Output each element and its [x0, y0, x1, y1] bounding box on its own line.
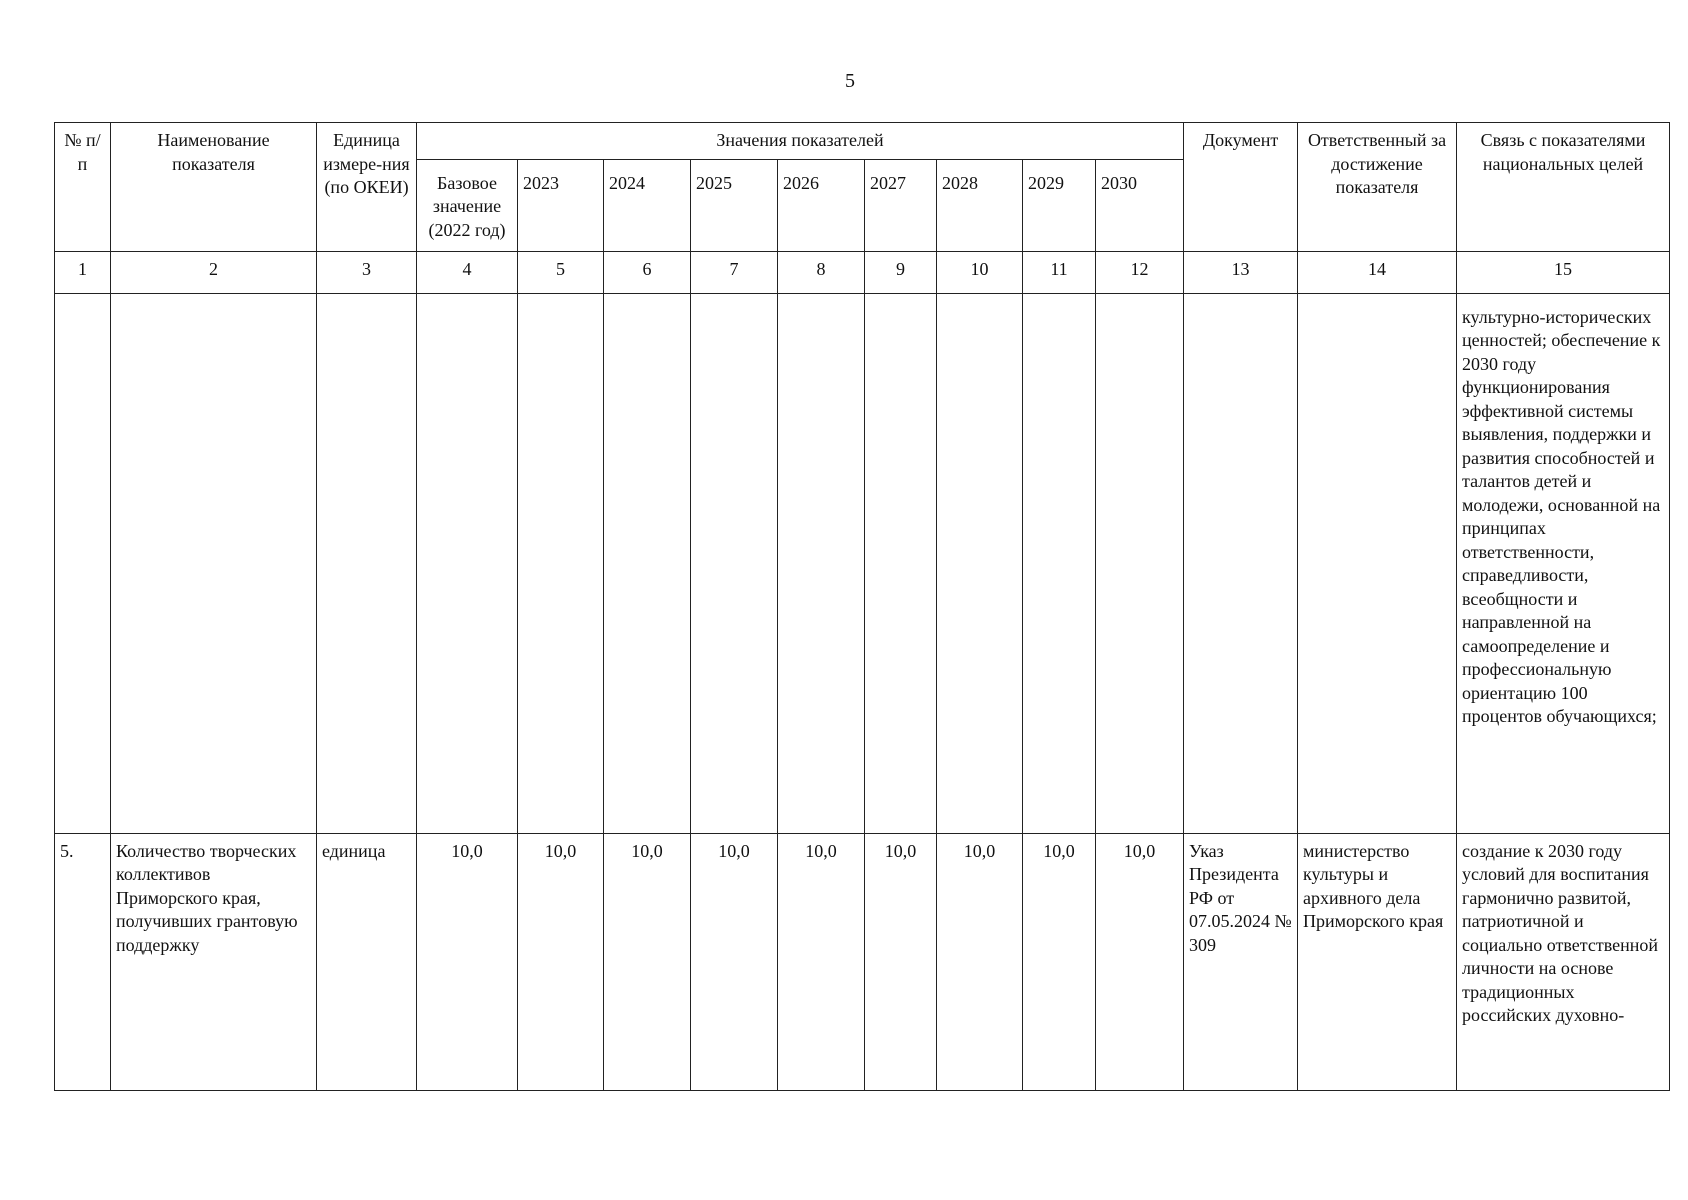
continuation-row — [55, 293, 1670, 833]
column-numbers-row — [55, 251, 1670, 293]
column-number: 8 — [778, 251, 865, 293]
indicator-unit: единица — [317, 833, 417, 1090]
column-number: 3 — [317, 251, 417, 293]
table-cell — [417, 293, 518, 833]
table-cell — [1184, 293, 1298, 833]
table-cell — [604, 293, 691, 833]
header-base: Базовое значение (2022 год) — [417, 159, 518, 251]
table-cell — [1023, 293, 1096, 833]
value-base: 10,0 — [417, 833, 518, 1090]
header-year: 2024 — [604, 159, 691, 251]
column-number: 7 — [691, 251, 778, 293]
value-2027: 10,0 — [865, 833, 937, 1090]
indicator-name: Количество творческих коллективов Приморского края, получивших грантовую поддержку — [111, 833, 317, 1090]
column-number: 15 — [1457, 251, 1670, 293]
value-2023: 10,0 — [518, 833, 604, 1090]
table-cell — [865, 293, 937, 833]
header-year: 2030 — [1096, 159, 1184, 251]
header-responsible: Ответственный за достижение показателя — [1298, 123, 1457, 252]
table-cell — [111, 293, 317, 833]
header-year: 2025 — [691, 159, 778, 251]
column-number: 12 — [1096, 251, 1184, 293]
header-row-top — [55, 123, 1670, 160]
value-2026: 10,0 — [778, 833, 865, 1090]
column-number: 14 — [1298, 251, 1457, 293]
header-year: 2028 — [937, 159, 1023, 251]
column-number: 1 — [55, 251, 111, 293]
header-document: Документ — [1184, 123, 1298, 252]
responsible-cell: министерство культуры и архивного дела Приморского края — [1298, 833, 1457, 1090]
header-year: 2023 — [518, 159, 604, 251]
value-2025: 10,0 — [691, 833, 778, 1090]
column-number: 13 — [1184, 251, 1298, 293]
value-2030: 10,0 — [1096, 833, 1184, 1090]
link-cell: культурно-исторических ценностей; обеспечение к 2030 году функционирования эффективной системы выявления, поддержки и развития способностей и талантов детей и молодежи, основанной на принципах ответственности, справедливости, всеобщности и направленной на самоопределение и профессиональную ориентацию 100 процентов обучающихся; — [1457, 293, 1670, 833]
table-row — [55, 833, 1670, 1090]
value-2029: 10,0 — [1023, 833, 1096, 1090]
header-values-group: Значения показателей — [417, 123, 1184, 160]
column-number: 5 — [518, 251, 604, 293]
row-num: 5. — [55, 833, 111, 1090]
value-2024: 10,0 — [604, 833, 691, 1090]
table-cell — [1096, 293, 1184, 833]
document-cell: Указ Президента РФ от 07.05.2024 № 309 — [1184, 833, 1298, 1090]
link-cell: создание к 2030 году условий для воспитания гармонично развитой, патриотичной и социально ответственной личности на основе традиционных российских духовно- — [1457, 833, 1670, 1090]
table-cell — [518, 293, 604, 833]
column-number: 4 — [417, 251, 518, 293]
column-number: 10 — [937, 251, 1023, 293]
column-number: 9 — [865, 251, 937, 293]
table-cell — [937, 293, 1023, 833]
header-unit: Единица измере-ния (по ОКЕИ) — [317, 123, 417, 252]
column-number: 6 — [604, 251, 691, 293]
column-number: 2 — [111, 251, 317, 293]
page-number: 5 — [845, 70, 855, 92]
table-cell — [691, 293, 778, 833]
indicators-table — [54, 122, 1670, 1091]
table-cell — [317, 293, 417, 833]
header-num: № п/п — [55, 123, 111, 252]
header-link: Связь с показателями национальных целей — [1457, 123, 1670, 252]
table-cell — [1298, 293, 1457, 833]
header-year: 2026 — [778, 159, 865, 251]
table-cell — [778, 293, 865, 833]
table-cell — [55, 293, 111, 833]
column-number: 11 — [1023, 251, 1096, 293]
value-2028: 10,0 — [937, 833, 1023, 1090]
header-year: 2029 — [1023, 159, 1096, 251]
header-name: Наименование показателя — [111, 123, 317, 252]
header-year: 2027 — [865, 159, 937, 251]
